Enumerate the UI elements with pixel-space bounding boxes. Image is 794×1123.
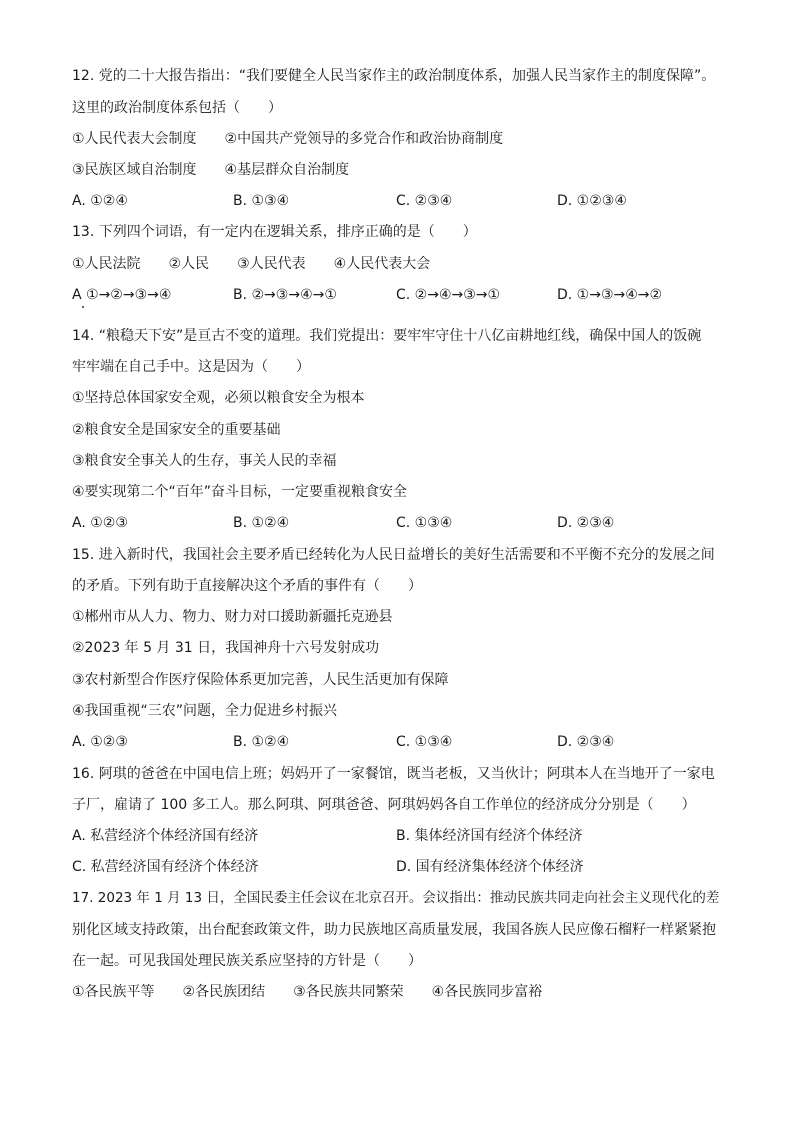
- q14-stem-line-2: 牢牢端在自己手中。这是因为（ ）: [72, 359, 310, 375]
- q12-item-1: ①人民代表大会制度 ②中国共产党领导的多党合作和政治协商制度: [72, 131, 504, 147]
- q14-item-1: ①坚持总体国家安全观，必须以粮食安全为根本: [72, 390, 365, 406]
- q16-stem-line-2: 子厂，雇请了 100 多工人。那么阿琪、阿琪爸爸、阿琪妈妈各自工作单位的经济成分分别是（ ）: [72, 797, 696, 813]
- q15-item-1: ①郴州市从人力、物力、财力对口援助新疆托克逊县: [72, 609, 393, 625]
- q14-option-d[interactable]: D. ②③④: [557, 515, 615, 531]
- stray-dot: [82, 306, 84, 308]
- q12-stem-line-2: 这里的政治制度体系包括（ ）: [72, 100, 282, 116]
- q12-stem-line-1: 12. 党的二十大报告指出：“我们要健全人民当家作主的政治制度体系，加强人民当家作主的制度保障”。: [72, 68, 716, 84]
- q15-item-2: ②2023 年 5 月 31 日，我国神舟十六号发射成功: [72, 640, 380, 656]
- q14-option-c[interactable]: C. ①③④: [396, 515, 453, 531]
- q12-item-2: ③民族区域自治制度 ④基层群众自治制度: [72, 162, 350, 178]
- q17-stem-line-1: 17. 2023 年 1 月 13 日，全国民委主任会议在北京召开。会议指出：推动民族共同走向社会主义现代化的差: [72, 890, 720, 906]
- q16-option-b[interactable]: B. 集体经济国有经济个体经济: [396, 828, 583, 844]
- q14-option-a[interactable]: A. ①②③: [72, 515, 128, 531]
- q15-stem-line-2: 的矛盾。下列有助于直接解决这个矛盾的事件有（ ）: [72, 578, 422, 594]
- q15-item-4: ④我国重视“三农”问题，全力促进乡村振兴: [72, 703, 338, 719]
- q14-item-2: ②粮食安全是国家安全的重要基础: [72, 422, 281, 438]
- q13-option-b[interactable]: B. ②→③→④→①: [233, 287, 337, 303]
- q12-option-b[interactable]: B. ①③④: [233, 193, 290, 209]
- q15-option-a[interactable]: A. ①②③: [72, 734, 128, 750]
- q14-option-b[interactable]: B. ①②④: [233, 515, 290, 531]
- q15-item-3: ③农村新型合作医疗保险体系更加完善，人民生活更加有保障: [72, 672, 449, 688]
- q13-stem-line-1: 13. 下列四个词语，有一定内在逻辑关系，排序正确的是（ ）: [72, 224, 477, 240]
- q12-option-d[interactable]: D. ①②③④: [557, 193, 627, 209]
- q15-option-d[interactable]: D. ②③④: [557, 734, 615, 750]
- q17-stem-line-2: 别化区域支持政策，出台配套政策文件，助力民族地区高质量发展，我国各族人民应像石榴籽一样紧紧抱: [72, 922, 716, 938]
- q16-stem-line-1: 16. 阿琪的爸爸在中国电信上班；妈妈开了一家餐馆，既当老板，又当伙计；阿琪本人在当地开了一家电: [72, 766, 715, 782]
- q13-option-a[interactable]: A ①→②→③→④: [72, 287, 172, 303]
- q14-stem-line-1: 14. “粮稳天下安”是亘古不变的道理。我们党提出：要牢牢守住十八亿亩耕地红线，确保中国人的饭碗: [72, 328, 702, 344]
- q12-option-c[interactable]: C. ②③④: [396, 193, 453, 209]
- q17-item-1: ①各民族平等 ②各民族团结 ③各民族共同繁荣 ④各民族同步富裕: [72, 984, 543, 1000]
- q15-option-b[interactable]: B. ①②④: [233, 734, 290, 750]
- q13-item-1: ①人民法院 ②人民 ③人民代表 ④人民代表大会: [72, 256, 431, 272]
- q16-option-c[interactable]: C. 私营经济国有经济个体经济: [72, 859, 259, 875]
- q17-stem-line-3: 在一起。可见我国处理民族关系应坚持的方针是（ ）: [72, 953, 422, 969]
- q12-option-a[interactable]: A. ①②④: [72, 193, 128, 209]
- q15-option-c[interactable]: C. ①③④: [396, 734, 453, 750]
- q16-option-d[interactable]: D. 国有经济集体经济个体经济: [396, 859, 584, 875]
- q14-item-3: ③粮食安全事关人的生存，事关人民的幸福: [72, 453, 337, 469]
- q13-option-c[interactable]: C. ②→④→③→①: [396, 287, 501, 303]
- q14-item-4: ④要实现第二个“百年”奋斗目标，一定要重视粮食安全: [72, 484, 408, 500]
- q16-option-a[interactable]: A. 私营经济个体经济国有经济: [72, 828, 259, 844]
- q15-stem-line-1: 15. 进入新时代，我国社会主要矛盾已经转化为人民日益增长的美好生活需要和不平衡不充分的发展之间: [72, 547, 715, 563]
- q13-option-d[interactable]: D. ①→③→④→②: [557, 287, 663, 303]
